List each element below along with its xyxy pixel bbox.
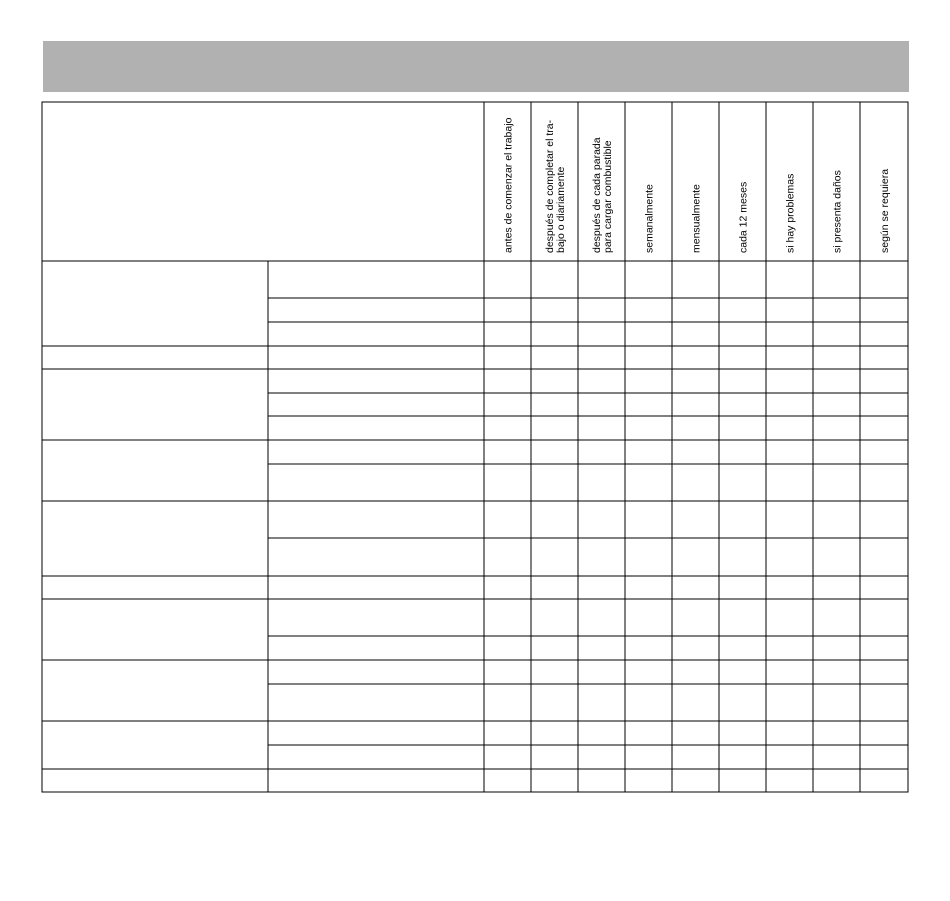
schedule-cell xyxy=(672,599,719,636)
schedule-cell xyxy=(719,721,766,745)
header-label-1: antes de comenzar el trabajo xyxy=(502,117,515,253)
component-cell xyxy=(42,501,268,576)
header-label-7: si hay problemas xyxy=(784,173,797,253)
schedule-cell xyxy=(860,298,908,322)
schedule-cell xyxy=(578,660,625,684)
task-cell xyxy=(268,721,484,745)
task-cell xyxy=(268,298,484,322)
schedule-cell xyxy=(672,261,719,298)
header-description-cell xyxy=(42,102,484,261)
schedule-cell xyxy=(625,769,672,792)
schedule-cell xyxy=(484,501,531,538)
schedule-cell xyxy=(484,721,531,745)
schedule-cell xyxy=(860,660,908,684)
schedule-cell xyxy=(625,745,672,769)
schedule-cell xyxy=(625,721,672,745)
schedule-cell xyxy=(672,464,719,501)
schedule-cell xyxy=(813,636,860,660)
schedule-cell xyxy=(766,369,813,393)
schedule-cell xyxy=(672,576,719,599)
schedule-cell xyxy=(625,501,672,538)
header-label-5: mensualmente xyxy=(690,184,703,253)
task-cell xyxy=(268,501,484,538)
schedule-cell xyxy=(672,322,719,346)
schedule-cell xyxy=(625,393,672,416)
schedule-cell xyxy=(719,261,766,298)
schedule-cell xyxy=(860,501,908,538)
schedule-cell xyxy=(766,440,813,464)
schedule-cell xyxy=(484,745,531,769)
schedule-cell xyxy=(860,769,908,792)
schedule-cell xyxy=(531,501,578,538)
schedule-cell xyxy=(484,393,531,416)
schedule-cell xyxy=(813,261,860,298)
schedule-cell xyxy=(531,636,578,660)
schedule-cell xyxy=(719,322,766,346)
schedule-cell xyxy=(766,322,813,346)
schedule-cell xyxy=(766,636,813,660)
schedule-cell xyxy=(813,745,860,769)
schedule-cell xyxy=(719,346,766,369)
schedule-cell xyxy=(531,346,578,369)
schedule-cell xyxy=(484,660,531,684)
schedule-cell xyxy=(625,660,672,684)
schedule-cell xyxy=(813,369,860,393)
schedule-cell xyxy=(531,769,578,792)
schedule-cell xyxy=(672,393,719,416)
title-bar xyxy=(43,41,909,92)
schedule-cell xyxy=(484,416,531,440)
task-cell xyxy=(268,322,484,346)
schedule-cell xyxy=(531,261,578,298)
header-label-9: según se requiera xyxy=(879,168,891,253)
schedule-cell xyxy=(531,721,578,745)
schedule-cell xyxy=(766,721,813,745)
task-cell xyxy=(268,369,484,393)
schedule-cell xyxy=(484,346,531,369)
schedule-cell xyxy=(531,464,578,501)
schedule-cell xyxy=(578,599,625,636)
task-cell xyxy=(268,660,484,684)
schedule-cell xyxy=(719,464,766,501)
schedule-cell xyxy=(719,298,766,322)
schedule-cell xyxy=(531,745,578,769)
schedule-cell xyxy=(719,501,766,538)
schedule-cell xyxy=(578,322,625,346)
schedule-cell xyxy=(860,369,908,393)
schedule-cell xyxy=(484,684,531,721)
schedule-cell xyxy=(625,298,672,322)
schedule-cell xyxy=(860,393,908,416)
component-cell xyxy=(42,660,268,721)
header-label-3: para cargar combustible xyxy=(602,140,614,253)
schedule-cell xyxy=(719,745,766,769)
schedule-cell xyxy=(484,298,531,322)
schedule-cell xyxy=(766,660,813,684)
schedule-cell xyxy=(766,346,813,369)
schedule-cell xyxy=(625,369,672,393)
schedule-cell xyxy=(578,684,625,721)
schedule-cell xyxy=(719,636,766,660)
component-cell xyxy=(42,599,268,660)
schedule-cell xyxy=(766,576,813,599)
header-label-4: semanalmente xyxy=(643,184,656,253)
schedule-cell xyxy=(672,440,719,464)
schedule-cell xyxy=(719,576,766,599)
schedule-cell xyxy=(578,261,625,298)
schedule-cell xyxy=(578,346,625,369)
task-cell xyxy=(268,684,484,721)
schedule-cell xyxy=(860,346,908,369)
schedule-cell xyxy=(813,684,860,721)
schedule-cell xyxy=(578,416,625,440)
schedule-cell xyxy=(813,346,860,369)
schedule-cell xyxy=(813,769,860,792)
schedule-cell xyxy=(766,464,813,501)
schedule-cell xyxy=(484,261,531,298)
task-cell xyxy=(268,393,484,416)
schedule-cell xyxy=(860,322,908,346)
header-label-2: después de completar el tra- xyxy=(544,119,556,253)
schedule-cell xyxy=(860,416,908,440)
schedule-cell xyxy=(578,440,625,464)
schedule-cell xyxy=(813,298,860,322)
schedule-cell xyxy=(813,599,860,636)
schedule-cell xyxy=(719,393,766,416)
schedule-cell xyxy=(719,416,766,440)
task-cell xyxy=(268,636,484,660)
component-cell xyxy=(42,346,268,369)
component-cell xyxy=(42,261,268,346)
schedule-cell xyxy=(578,769,625,792)
schedule-cell xyxy=(719,440,766,464)
schedule-cell xyxy=(578,745,625,769)
schedule-cell xyxy=(625,538,672,576)
schedule-cell xyxy=(578,501,625,538)
schedule-cell xyxy=(766,298,813,322)
schedule-cell xyxy=(484,599,531,636)
schedule-cell xyxy=(719,599,766,636)
schedule-cell xyxy=(531,538,578,576)
schedule-cell xyxy=(531,684,578,721)
schedule-cell xyxy=(672,660,719,684)
schedule-cell xyxy=(484,769,531,792)
schedule-cell xyxy=(813,660,860,684)
schedule-cell xyxy=(719,369,766,393)
task-cell xyxy=(268,346,484,369)
schedule-cell xyxy=(860,745,908,769)
schedule-cell xyxy=(813,464,860,501)
schedule-cell xyxy=(578,721,625,745)
schedule-cell xyxy=(625,576,672,599)
header-label-6: cada 12 meses xyxy=(737,181,750,253)
task-cell xyxy=(268,599,484,636)
component-cell xyxy=(42,440,268,501)
schedule-cell xyxy=(766,261,813,298)
schedule-cell xyxy=(484,464,531,501)
component-cell xyxy=(42,576,268,599)
schedule-cell xyxy=(578,636,625,660)
schedule-cell xyxy=(813,576,860,599)
task-cell xyxy=(268,440,484,464)
schedule-cell xyxy=(860,599,908,636)
schedule-cell xyxy=(860,538,908,576)
schedule-cell xyxy=(813,322,860,346)
schedule-cell xyxy=(578,298,625,322)
schedule-cell xyxy=(719,769,766,792)
schedule-cell xyxy=(625,322,672,346)
schedule-cell xyxy=(625,636,672,660)
schedule-cell xyxy=(531,393,578,416)
schedule-cell xyxy=(531,369,578,393)
schedule-cell xyxy=(531,660,578,684)
component-cell xyxy=(42,769,268,792)
schedule-cell xyxy=(578,538,625,576)
component-cell xyxy=(42,721,268,769)
schedule-cell xyxy=(531,599,578,636)
schedule-cell xyxy=(484,576,531,599)
schedule-cell xyxy=(531,440,578,464)
schedule-cell xyxy=(813,538,860,576)
schedule-cell xyxy=(860,464,908,501)
schedule-cell xyxy=(766,393,813,416)
schedule-cell xyxy=(860,636,908,660)
schedule-cell xyxy=(672,745,719,769)
header-label-3: después de cada parada xyxy=(591,137,603,253)
task-cell xyxy=(268,745,484,769)
schedule-cell xyxy=(484,322,531,346)
schedule-cell xyxy=(484,538,531,576)
schedule-cell xyxy=(672,298,719,322)
task-cell xyxy=(268,464,484,501)
schedule-cell xyxy=(813,440,860,464)
task-cell xyxy=(268,538,484,576)
schedule-cell xyxy=(719,684,766,721)
schedule-cell xyxy=(625,464,672,501)
schedule-cell xyxy=(813,393,860,416)
schedule-cell xyxy=(672,501,719,538)
schedule-cell xyxy=(672,416,719,440)
schedule-cell xyxy=(484,636,531,660)
schedule-cell xyxy=(672,684,719,721)
schedule-cell xyxy=(672,346,719,369)
schedule-cell xyxy=(484,369,531,393)
schedule-cell xyxy=(766,745,813,769)
schedule-cell xyxy=(766,501,813,538)
task-cell xyxy=(268,769,484,792)
schedule-cell xyxy=(672,636,719,660)
schedule-cell xyxy=(625,440,672,464)
task-cell xyxy=(268,416,484,440)
schedule-cell xyxy=(766,538,813,576)
schedule-cell xyxy=(578,369,625,393)
schedule-cell xyxy=(813,416,860,440)
schedule-cell xyxy=(672,721,719,745)
task-cell xyxy=(268,576,484,599)
schedule-cell xyxy=(860,684,908,721)
schedule-cell xyxy=(719,538,766,576)
schedule-cell xyxy=(860,261,908,298)
schedule-cell xyxy=(766,599,813,636)
schedule-cell xyxy=(766,684,813,721)
schedule-cell xyxy=(766,416,813,440)
schedule-cell xyxy=(531,298,578,322)
schedule-cell xyxy=(531,416,578,440)
schedule-cell xyxy=(719,660,766,684)
schedule-cell xyxy=(625,261,672,298)
schedule-cell xyxy=(672,369,719,393)
component-cell xyxy=(42,369,268,440)
schedule-cell xyxy=(860,440,908,464)
schedule-cell xyxy=(625,416,672,440)
schedule-cell xyxy=(625,684,672,721)
maintenance-schedule-table xyxy=(42,102,908,792)
schedule-cell xyxy=(625,346,672,369)
schedule-cell xyxy=(813,721,860,745)
schedule-cell xyxy=(860,576,908,599)
schedule-cell xyxy=(531,322,578,346)
schedule-cell xyxy=(578,576,625,599)
schedule-cell xyxy=(672,538,719,576)
schedule-cell xyxy=(484,440,531,464)
schedule-cell xyxy=(578,393,625,416)
schedule-cell xyxy=(578,464,625,501)
schedule-cell xyxy=(860,721,908,745)
task-cell xyxy=(268,261,484,298)
schedule-cell xyxy=(672,769,719,792)
header-label-8: si presenta daños xyxy=(831,170,844,253)
header-label-2: bajo o diariamente xyxy=(555,166,567,253)
schedule-cell xyxy=(625,599,672,636)
schedule-cell xyxy=(766,769,813,792)
schedule-cell xyxy=(813,501,860,538)
schedule-cell xyxy=(531,576,578,599)
